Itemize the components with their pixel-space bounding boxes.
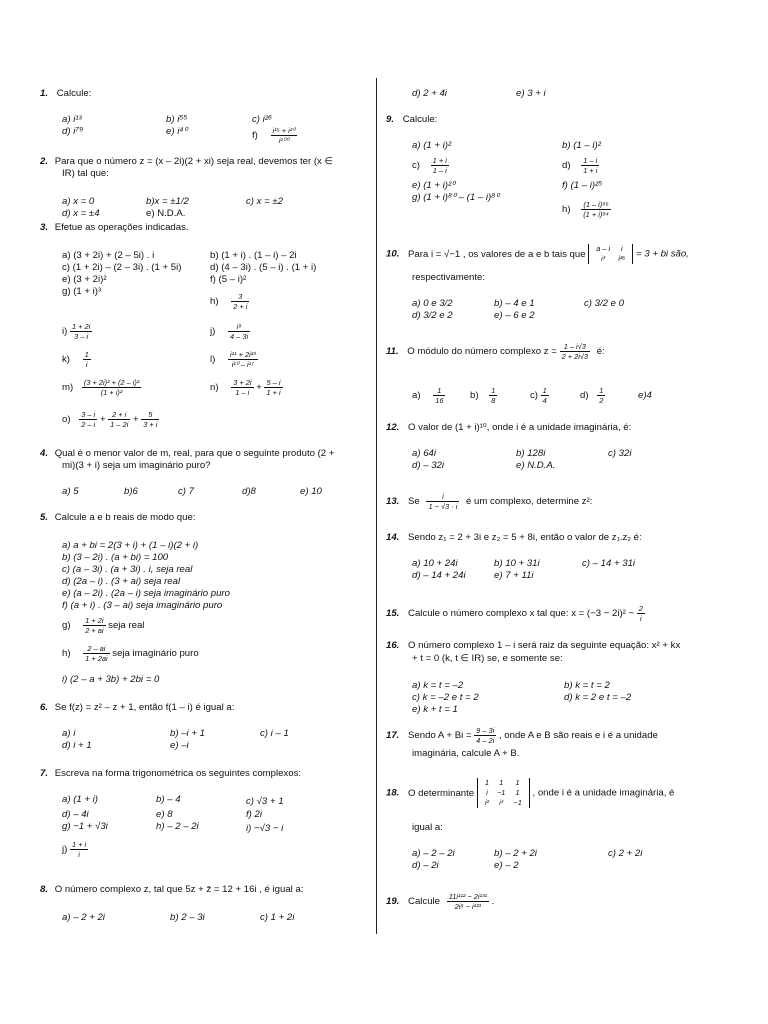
question-18: [386, 778, 674, 808]
option-h: [210, 292, 249, 311]
option-a: a) 64i: [412, 448, 436, 459]
option-d: d) 2 + 4i: [412, 88, 447, 99]
matrix-cell: 1: [515, 778, 520, 787]
fraction: [426, 492, 459, 511]
fraction: [228, 350, 258, 369]
question-text-cont: mi)(3 + i) seja um imaginário puro?: [62, 460, 211, 471]
question-text: Para i = √−1 , os valores de a e b tais que: [408, 248, 586, 260]
option-o: [62, 410, 159, 429]
option-a: a) 5: [62, 486, 79, 497]
fraction: [581, 200, 611, 219]
option-label: h): [562, 204, 571, 216]
denominator: 1 – i: [235, 388, 250, 397]
option-e: e) N.D.A.: [146, 208, 186, 219]
option-e: e) (1 + i)²⁰: [412, 180, 456, 191]
option-e: e) –i: [170, 740, 189, 751]
option-label: d): [580, 390, 589, 402]
matrix-cell: −1: [513, 798, 522, 807]
question-text: Escreva na forma trigonométrica os seguintes complexos:: [54, 768, 302, 779]
option-c: c) 7: [178, 486, 194, 497]
numerator: 2 + i: [108, 410, 130, 420]
option-c: c) (1 + 2i) – (2 – 3i) . (1 + 5i): [62, 262, 182, 273]
question-number: 5.: [40, 512, 49, 523]
option-f: f) 2i: [246, 809, 262, 820]
question-3: [40, 222, 189, 234]
option-e: e) 7 + 11i: [494, 570, 534, 581]
denominator: 2 – i: [81, 420, 96, 429]
question-number: 16.: [386, 640, 400, 651]
denominator: i¹⁰ – i¹⁷: [231, 360, 254, 369]
question-text-cont: imaginária, calcule A + B.: [412, 748, 520, 759]
option-label: o): [62, 414, 71, 426]
numerator: 5: [141, 410, 159, 420]
fraction: [271, 126, 298, 145]
denominator: 3 – i: [74, 332, 89, 341]
operator: +: [256, 382, 262, 394]
option-j: [210, 322, 250, 341]
option-e: e) – 6 e 2: [494, 310, 535, 321]
option-b: b) (1 + i) . (1 – i) – 2i: [210, 250, 297, 261]
numerator: 1: [491, 386, 496, 395]
option-label: j): [62, 844, 68, 856]
denominator: i: [85, 360, 88, 369]
matrix-cell: a – i: [596, 244, 611, 253]
denominator: 1 – 2i: [110, 420, 129, 429]
option-label: c): [412, 160, 420, 172]
numerator: 1: [542, 386, 547, 395]
option-a: a) a + bi = 2(3 + i) + (1 – i)(2 + i): [62, 540, 199, 551]
question-text: O número complexo z, tal que 5z + z̄ = 12 + 16i , é igual a:: [54, 884, 304, 895]
matrix-cell: i³: [499, 798, 504, 807]
question-4: [40, 448, 334, 460]
denominator: 4: [542, 396, 547, 405]
question-text: Calcule: [408, 896, 441, 908]
numerator: 1: [84, 350, 89, 359]
option-b: b) – 4: [156, 794, 181, 805]
question-text: O valor de (1 + i)¹⁰, onde i é a unidade imaginária, é:: [408, 422, 632, 433]
question-text: Para que o número z = (x – 2i)(2 + xi) seja real, devemos ter (x ∈: [54, 156, 333, 167]
option-c: c) 32i: [608, 448, 632, 459]
matrix-cell: −1: [496, 788, 506, 797]
numerator: 3: [231, 292, 249, 302]
option-g: g) (1 + i)³: [62, 286, 102, 297]
option-i: [62, 322, 92, 341]
question-number: 6.: [40, 702, 49, 713]
option-f: [252, 126, 297, 145]
option-a: a) – 2 – 2i: [412, 848, 455, 859]
option-d: d) 3/2 e 2: [412, 310, 453, 321]
option-e: e) 8: [156, 809, 173, 820]
option-c: c) 2 + 2i: [608, 848, 643, 859]
numerator: 3 – i: [81, 410, 96, 419]
fraction: [560, 342, 590, 361]
fraction: [637, 604, 645, 623]
numerator: 1 – i√3: [560, 342, 590, 352]
option-h: h) – 2 – 2i: [156, 821, 199, 832]
question-text-post: .: [491, 896, 495, 908]
numerator: i¹⁵ + i²⁰: [272, 126, 296, 135]
option-e: e) (3 + 2i)²: [62, 274, 107, 285]
option-d: d)8: [242, 486, 256, 497]
option-g: g) (1 + i)⁸⁰ – (1 – i)⁸⁰: [412, 192, 500, 203]
option-label: n): [210, 382, 219, 394]
operator: +: [99, 414, 106, 426]
question-number: 13.: [386, 496, 400, 508]
option-d: d) i⁷⁹: [62, 126, 84, 137]
numerator: 2: [638, 604, 643, 613]
denominator: (1 + i)⁹⁴: [583, 210, 609, 219]
numerator: 1 + i: [432, 156, 447, 165]
option-a: [412, 386, 445, 405]
option-label: c): [530, 390, 538, 402]
denominator: i: [78, 850, 80, 859]
option-j: [62, 840, 88, 859]
fraction: [83, 644, 109, 663]
denominator: 16: [435, 396, 444, 405]
denominator: 1 + i: [266, 388, 281, 397]
numerator: 11i¹¹² − 2i¹³¹: [448, 892, 487, 901]
option-c: c) i²⁶: [252, 114, 272, 125]
question-number: 9.: [386, 114, 395, 125]
option-c: c) i – 1: [260, 728, 289, 739]
option-c: c) (a – 3i) . (a + 3i) . i, seja real: [62, 564, 193, 575]
denominator: i: [640, 614, 642, 623]
matrix-cell: i²⁶: [618, 254, 626, 263]
question-6: [40, 702, 234, 714]
determinant-matrix: [477, 778, 530, 808]
numerator: i¹¹ + 2i²³: [230, 350, 256, 359]
question-text: Calcule o número complexo x tal que: x = (−3 − 2i)² −: [408, 608, 635, 620]
option-label: m): [62, 382, 74, 394]
operator: +: [132, 414, 139, 426]
option-d: d) (4 – 3i) . (5 – i) . (1 + i): [210, 262, 317, 273]
numerator: 5 – i: [264, 378, 282, 388]
option-d: d) – 32i: [412, 460, 444, 471]
option-e: e) N.D.A.: [516, 460, 556, 471]
denominator: 4 – 2i: [476, 736, 495, 745]
fraction: [597, 386, 605, 405]
denominator: 8: [491, 396, 496, 405]
option-d: d) – 4i: [62, 809, 89, 820]
option-e: e) k + t = 1: [412, 704, 458, 715]
option-b: b) 2 – 3i: [170, 912, 205, 923]
question-text: Qual é o menor valor de m, real, para que o seguinte produto (2 +: [54, 448, 335, 459]
question-number: 15.: [386, 608, 400, 620]
denominator: 2: [599, 396, 604, 405]
option-e: e)4: [638, 390, 652, 401]
question-text: Calcule a e b reais de modo que:: [54, 512, 196, 523]
question-number: 1.: [40, 88, 49, 99]
fraction: [83, 350, 91, 369]
option-h: [562, 200, 611, 219]
question-text: Se f(z) = z² – z + 1, então f(1 – i) é igual a:: [54, 702, 235, 713]
denominator: 1 – i: [432, 166, 447, 175]
question-1: [40, 88, 91, 100]
denominator: 2i⁸ − i¹²³: [454, 902, 482, 911]
denominator: 1 + i: [583, 166, 598, 175]
fraction: [82, 378, 141, 397]
denominator: 1 − √3 · i: [428, 502, 458, 511]
question-7: [40, 768, 301, 780]
option-h: [62, 644, 199, 663]
question-text: Sendo z₁ = 2 + 3i e z₂ = 5 + 8i, então o valor de z₁.z₂ é:: [408, 532, 642, 543]
denominator: 2 + i: [233, 302, 248, 311]
option-a: a) 0 e 3/2: [412, 298, 453, 309]
option-label: a): [412, 390, 421, 402]
option-e: e) i⁴⁰: [166, 126, 188, 137]
question-12: [386, 422, 631, 434]
numerator: (3 + 2i)² + (2 – i)²: [83, 378, 140, 387]
question-text: O número complexo 1 – i será raiz da seguinte equação: x² + kx: [408, 640, 681, 651]
question-text-post: , onde A e B são reais e i é a unidade: [498, 730, 658, 742]
question-text: Calcule:: [56, 88, 92, 99]
fraction: [447, 892, 489, 911]
option-d: d) k = 2 e t = –2: [564, 692, 632, 703]
fraction: [489, 386, 497, 405]
question-number: 3.: [40, 222, 49, 233]
question-text: Calcule:: [402, 114, 438, 125]
option-b: b) (1 – i)²: [562, 140, 601, 151]
question-text-cont: respectivamente:: [412, 272, 486, 283]
option-d: d) – 14 + 24i: [412, 570, 466, 581]
option-d: [580, 386, 605, 405]
option-e: e) 3 + i: [516, 88, 546, 99]
option-l: [210, 350, 258, 369]
option-label: l): [210, 354, 216, 366]
fraction: [474, 726, 496, 745]
question-text-post: é:: [596, 346, 605, 358]
question-text: Efetue as operações indicadas.: [54, 222, 189, 233]
matrix-cell: 1: [484, 778, 489, 787]
option-a: a) – 2 + 2i: [62, 912, 105, 923]
option-a: a) (1 + i)²: [412, 140, 452, 151]
question-number: 18.: [386, 787, 400, 799]
question-number: 19.: [386, 896, 400, 908]
question-13: [386, 492, 592, 511]
fraction: [83, 616, 105, 635]
option-b: b) (3 – 2i) . (a + bi) = 100: [62, 552, 169, 563]
denominator: 1 + 2ai: [85, 654, 108, 663]
column-divider: [376, 78, 377, 934]
option-b: b) i⁵⁵: [166, 114, 188, 125]
option-a: a) 10 + 24i: [412, 558, 458, 569]
fraction: [433, 386, 445, 405]
option-a: a) x = 0: [62, 196, 95, 207]
option-d: d) – 2i: [412, 860, 439, 871]
option-f: f) (1 – i)²⁵: [562, 180, 603, 191]
question-number: 7.: [40, 768, 49, 779]
option-e: e) (a – 2i) . (2a – i) seja imaginário puro: [62, 588, 230, 599]
question-text-cont: + t = 0 (k, t ∈ IR) se, e somente se:: [412, 653, 563, 664]
question-text-cont: IR) tal que:: [62, 168, 109, 179]
option-b: b) 10 + 31i: [494, 558, 540, 569]
option-b: b) – 2 + 2i: [494, 848, 537, 859]
option-label: f): [252, 130, 258, 142]
fraction: [231, 378, 253, 397]
denominator: 2 + ai: [85, 626, 104, 635]
option-b: b)6: [124, 486, 138, 497]
numerator: 1 – i: [581, 156, 599, 166]
fraction: [581, 156, 599, 175]
option-label: k): [62, 354, 70, 366]
question-text-post: = 3 + bi são,: [636, 248, 689, 260]
option-c: [530, 386, 549, 405]
matrix-cell: 1: [499, 778, 504, 787]
fraction: [541, 386, 549, 405]
numerator: 9 – 3i: [476, 726, 495, 735]
question-number: 2.: [40, 156, 49, 167]
option-e: e) – 2: [494, 860, 519, 871]
option-c: c) x = ±2: [246, 196, 283, 207]
question-text-post: é um complexo, determine z²:: [466, 496, 593, 508]
question-number: 17.: [386, 730, 400, 742]
numerator: 1: [433, 386, 445, 396]
question-text: O módulo do número complexo z =: [407, 346, 557, 358]
denominator: 3 + i: [143, 420, 158, 429]
option-a: a) (3 + 2i) + (2 – 5i) . i: [62, 250, 155, 261]
question-text: O determinante: [408, 787, 475, 799]
question-text-cont: igual a:: [412, 822, 443, 833]
option-a: a) k = t = –2: [412, 680, 464, 691]
option-label: i): [62, 326, 68, 338]
option-e: e) 10: [300, 486, 322, 497]
matrix-cell: i: [620, 244, 623, 253]
option-a: a) (1 + i): [62, 794, 98, 805]
denominator: i¹⁰⁰: [278, 136, 289, 145]
question-text: Se: [408, 496, 420, 508]
option-label: j): [210, 326, 216, 338]
option-d: d) i + 1: [62, 740, 92, 751]
left-column: [40, 78, 368, 934]
matrix-cell: i³: [601, 254, 606, 263]
fraction: [70, 322, 92, 341]
fraction: [108, 410, 130, 429]
option-b: [470, 386, 497, 405]
option-label: h): [62, 648, 71, 660]
option-f: f) (5 – i)²: [210, 274, 247, 285]
option-label: b): [470, 390, 479, 402]
option-b: b)x = ±1/2: [146, 196, 189, 207]
numerator: 2 – ai: [83, 644, 109, 654]
fraction: [228, 322, 250, 341]
numerator: 1 + i: [72, 840, 87, 849]
option-g: g) −1 + √3i: [62, 821, 108, 832]
fraction: [141, 410, 159, 429]
option-i: i) −√3 − i: [246, 823, 284, 834]
question-8: [40, 884, 303, 896]
option-m: [62, 378, 141, 397]
fraction: [264, 378, 282, 397]
question-text-post: , onde i é a unidade imaginária, é: [532, 787, 675, 799]
fraction: [231, 292, 249, 311]
option-b: b) k = t = 2: [564, 680, 610, 691]
option-d: d) (2a – i) . (3 + ai) seja real: [62, 576, 181, 587]
option-n: [210, 378, 283, 397]
question-10: [386, 244, 689, 264]
option-c: c) 3/2 e 0: [584, 298, 624, 309]
question-number: 12.: [386, 422, 400, 433]
determinant-matrix: [588, 244, 633, 264]
option-text: seja imaginário puro: [112, 648, 199, 660]
option-text: seja real: [108, 620, 145, 632]
question-2: [40, 156, 333, 168]
option-g: [62, 616, 144, 635]
option-c: c) 1 + 2i: [260, 912, 295, 923]
option-a: a) i: [62, 728, 76, 739]
question-number: 10.: [386, 248, 400, 260]
matrix-cell: i: [486, 788, 488, 797]
question-number: 4.: [40, 448, 49, 459]
numerator: 1 + 2i: [85, 616, 104, 625]
option-d: d) x = ±4: [62, 208, 100, 219]
option-label: g): [62, 620, 71, 632]
question-number: 14.: [386, 532, 400, 543]
option-b: b) –i + 1: [170, 728, 205, 739]
numerator: 1: [599, 386, 604, 395]
question-text: Sendo A + Bi =: [408, 730, 472, 742]
numerator: 3 + 2i: [233, 378, 252, 387]
fraction: [431, 156, 449, 175]
option-k: [62, 350, 91, 369]
option-label: d): [562, 160, 571, 172]
matrix-cell: i²: [484, 798, 489, 807]
option-b: b) – 4 e 1: [494, 298, 535, 309]
option-i: i) (2 – a + 3b) + 2bi = 0: [62, 674, 160, 685]
question-17: [386, 726, 658, 745]
denominator: 2 + 2i√3: [561, 352, 589, 361]
option-label: h): [210, 296, 219, 308]
option-c: c) k = –2 e t = 2: [412, 692, 479, 703]
denominator: (1 + i)²: [100, 388, 123, 397]
fraction: [70, 840, 88, 859]
fraction: [79, 410, 97, 429]
numerator: i⁹: [228, 322, 250, 332]
question-11: [386, 342, 605, 361]
option-b: b) 128i: [516, 448, 546, 459]
question-number: 8.: [40, 884, 49, 895]
denominator: 4 – 3i: [230, 332, 249, 341]
option-c: [412, 156, 449, 175]
question-number: 11.: [386, 346, 399, 358]
question-16: [386, 640, 680, 652]
question-9: [386, 114, 437, 126]
right-column: [386, 78, 716, 934]
option-f: f) (a + i) . (3 – ai) seja imaginário puro: [62, 600, 223, 611]
question-14: [386, 532, 642, 544]
option-c: c) – 14 + 31i: [582, 558, 636, 569]
question-19: [386, 892, 494, 911]
numerator: 1 + 2i: [72, 322, 91, 331]
matrix-cell: 1: [515, 788, 520, 797]
question-15: [386, 604, 645, 623]
option-a: a) i¹³: [62, 114, 82, 125]
question-5: [40, 512, 195, 524]
numerator: i: [426, 492, 459, 502]
numerator: (1 – i)⁹⁶: [581, 200, 611, 210]
option-d: [562, 156, 599, 175]
option-c: c) √3 + 1: [246, 796, 284, 807]
